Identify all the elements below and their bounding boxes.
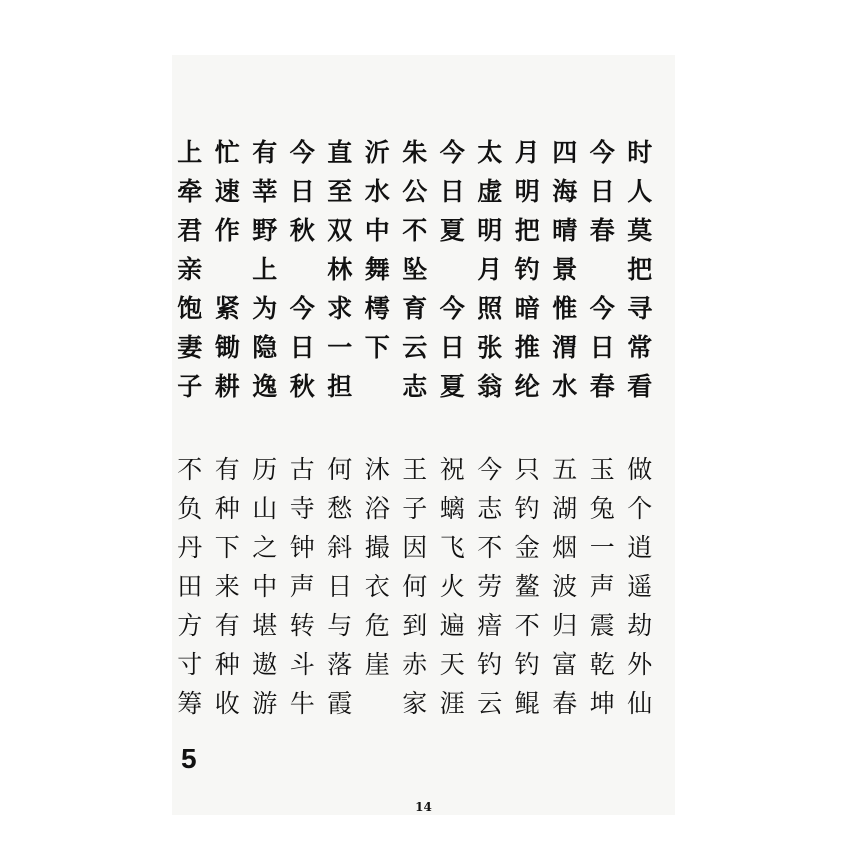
character: 渭 <box>552 333 578 362</box>
text-column <box>435 450 470 723</box>
character: 牛 <box>289 689 315 718</box>
character: 秋 <box>289 372 315 401</box>
character: 堪 <box>252 611 278 640</box>
character: 秋 <box>289 216 315 245</box>
text-column <box>248 450 283 723</box>
character: 春 <box>552 689 578 718</box>
character: 衣 <box>364 572 390 601</box>
character: 螭 <box>439 494 465 523</box>
character: 声 <box>289 572 315 601</box>
character: 一 <box>589 533 615 562</box>
character: 逸 <box>252 372 278 401</box>
character: 金 <box>514 533 540 562</box>
character: 育 <box>402 294 428 323</box>
character: 赤 <box>402 650 428 679</box>
character: 春 <box>589 216 615 245</box>
character: 公 <box>402 177 428 206</box>
character: 志 <box>402 372 428 401</box>
character: 纶 <box>514 372 540 401</box>
text-column <box>623 450 658 723</box>
character: 天 <box>439 650 465 679</box>
text-column <box>173 450 208 723</box>
character: 烟 <box>552 533 578 562</box>
character: 人 <box>627 177 653 206</box>
character: 乾 <box>589 650 615 679</box>
character: 家 <box>402 689 428 718</box>
character: 饱 <box>177 294 203 323</box>
character: 富 <box>552 650 578 679</box>
character: 撮 <box>364 533 390 562</box>
character: 双 <box>327 216 353 245</box>
character: 日 <box>439 333 465 362</box>
character: 愁 <box>327 494 353 523</box>
character: 今 <box>477 455 503 484</box>
character: 作 <box>214 216 240 245</box>
character: 钓 <box>514 650 540 679</box>
character: 推 <box>514 333 540 362</box>
text-column <box>360 450 395 723</box>
character: 妻 <box>177 333 203 362</box>
poem-block-top <box>173 133 658 406</box>
character: 景 <box>552 255 578 284</box>
character: 鳌 <box>514 572 540 601</box>
character: 朱 <box>402 138 428 167</box>
character: 不 <box>177 455 203 484</box>
poem-block-bottom <box>173 450 658 723</box>
text-column <box>473 133 508 406</box>
character: 忙 <box>214 138 240 167</box>
character: 日 <box>589 177 615 206</box>
character: 兔 <box>589 494 615 523</box>
character: 暗 <box>514 294 540 323</box>
character: 中 <box>364 216 390 245</box>
character: 劳 <box>477 572 503 601</box>
character: 斜 <box>327 533 353 562</box>
text-column <box>285 450 320 723</box>
character: 四 <box>552 138 578 167</box>
character: 筹 <box>177 689 203 718</box>
character: 舞 <box>364 255 390 284</box>
character: 坠 <box>402 255 428 284</box>
character: 紧 <box>214 294 240 323</box>
character: 照 <box>477 294 503 323</box>
character: 子 <box>402 494 428 523</box>
character: 古 <box>289 455 315 484</box>
character: 落 <box>327 650 353 679</box>
character: 直 <box>327 138 353 167</box>
character: 做 <box>627 455 653 484</box>
character <box>210 250 245 289</box>
character: 湖 <box>552 494 578 523</box>
text-column <box>398 450 433 723</box>
character: 波 <box>552 572 578 601</box>
section-mark: 5 <box>181 743 197 774</box>
character: 中 <box>252 572 278 601</box>
character: 速 <box>214 177 240 206</box>
character: 莘 <box>252 177 278 206</box>
character: 时 <box>627 138 653 167</box>
character: 劫 <box>627 611 653 640</box>
character: 张 <box>477 333 503 362</box>
character: 种 <box>214 650 240 679</box>
text-column <box>585 450 620 723</box>
character: 钟 <box>289 533 315 562</box>
character: 不 <box>514 611 540 640</box>
character: 遥 <box>627 572 653 601</box>
character: 今 <box>289 294 315 323</box>
character: 遨 <box>252 650 278 679</box>
character: 来 <box>214 572 240 601</box>
character: 浴 <box>364 494 390 523</box>
text-column <box>210 133 245 406</box>
character: 晴 <box>552 216 578 245</box>
character: 有 <box>214 455 240 484</box>
character: 常 <box>627 333 653 362</box>
character: 丹 <box>177 533 203 562</box>
text-column <box>548 450 583 723</box>
character: 日 <box>327 572 353 601</box>
character: 君 <box>177 216 203 245</box>
character: 之 <box>252 533 278 562</box>
character: 玉 <box>589 455 615 484</box>
character: 寸 <box>177 650 203 679</box>
character: 五 <box>552 455 578 484</box>
text-column <box>360 133 395 406</box>
character: 与 <box>327 611 353 640</box>
character: 一 <box>327 333 353 362</box>
character: 逍 <box>627 533 653 562</box>
character: 志 <box>477 494 503 523</box>
character: 钓 <box>514 255 540 284</box>
character: 春 <box>589 372 615 401</box>
character: 水 <box>552 372 578 401</box>
character: 莫 <box>627 216 653 245</box>
character: 野 <box>252 216 278 245</box>
character: 祝 <box>439 455 465 484</box>
text-column <box>435 133 470 406</box>
character: 有 <box>214 611 240 640</box>
character: 亲 <box>177 255 203 284</box>
character: 寻 <box>627 294 653 323</box>
character: 月 <box>514 138 540 167</box>
character: 担 <box>327 372 353 401</box>
character: 牵 <box>177 177 203 206</box>
character: 只 <box>514 455 540 484</box>
character: 日 <box>589 333 615 362</box>
character: 至 <box>327 177 353 206</box>
character: 上 <box>252 255 278 284</box>
character: 沂 <box>364 138 390 167</box>
character: 田 <box>177 572 203 601</box>
character: 耕 <box>214 372 240 401</box>
character: 锄 <box>214 333 240 362</box>
character: 日 <box>289 177 315 206</box>
character: 把 <box>627 255 653 284</box>
character: 钓 <box>514 494 540 523</box>
character: 游 <box>252 689 278 718</box>
character: 今 <box>439 294 465 323</box>
character: 瘖 <box>477 611 503 640</box>
character: 仙 <box>627 689 653 718</box>
character: 太 <box>477 138 503 167</box>
book-page <box>172 55 675 815</box>
character: 不 <box>402 216 428 245</box>
character: 今 <box>589 138 615 167</box>
character: 上 <box>177 138 203 167</box>
character: 明 <box>514 177 540 206</box>
text-column <box>548 133 583 406</box>
character: 寺 <box>289 494 315 523</box>
text-column <box>510 133 545 406</box>
character: 看 <box>627 372 653 401</box>
character: 求 <box>327 294 353 323</box>
text-column <box>398 133 433 406</box>
character: 火 <box>439 572 465 601</box>
text-column <box>510 450 545 723</box>
character: 夏 <box>439 216 465 245</box>
character: 云 <box>477 689 503 718</box>
character: 日 <box>439 177 465 206</box>
character: 王 <box>402 455 428 484</box>
character: 月 <box>477 255 503 284</box>
character <box>360 684 395 723</box>
character: 虚 <box>477 177 503 206</box>
character: 日 <box>289 333 315 362</box>
character: 水 <box>364 177 390 206</box>
character: 惟 <box>552 294 578 323</box>
character: 斗 <box>289 650 315 679</box>
character: 下 <box>214 533 240 562</box>
character: 海 <box>552 177 578 206</box>
character: 樗 <box>364 294 390 323</box>
character: 遍 <box>439 611 465 640</box>
character: 转 <box>289 611 315 640</box>
character: 鲲 <box>514 689 540 718</box>
character <box>585 250 620 289</box>
text-column <box>585 133 620 406</box>
text-column <box>623 133 658 406</box>
character: 翁 <box>477 372 503 401</box>
character <box>435 250 470 289</box>
character: 收 <box>214 689 240 718</box>
character: 有 <box>252 138 278 167</box>
character: 历 <box>252 455 278 484</box>
character: 方 <box>177 611 203 640</box>
character: 飞 <box>439 533 465 562</box>
character: 崖 <box>364 650 390 679</box>
character: 林 <box>327 255 353 284</box>
character <box>285 250 320 289</box>
character: 何 <box>402 572 428 601</box>
text-column <box>173 133 208 406</box>
character: 夏 <box>439 372 465 401</box>
character: 声 <box>589 572 615 601</box>
text-column <box>323 133 358 406</box>
character: 到 <box>402 611 428 640</box>
character: 负 <box>177 494 203 523</box>
character: 子 <box>177 372 203 401</box>
text-column <box>210 450 245 723</box>
character: 不 <box>477 533 503 562</box>
character: 外 <box>627 650 653 679</box>
text-column <box>285 133 320 406</box>
character <box>360 367 395 406</box>
character: 山 <box>252 494 278 523</box>
character: 今 <box>589 294 615 323</box>
character: 坤 <box>589 689 615 718</box>
character: 危 <box>364 611 390 640</box>
text-column <box>473 450 508 723</box>
character: 涯 <box>439 689 465 718</box>
character: 霞 <box>327 689 353 718</box>
character: 归 <box>552 611 578 640</box>
character: 钓 <box>477 650 503 679</box>
character: 个 <box>627 494 653 523</box>
character: 何 <box>327 455 353 484</box>
character: 云 <box>402 333 428 362</box>
character: 隐 <box>252 333 278 362</box>
character: 今 <box>439 138 465 167</box>
character: 下 <box>364 333 390 362</box>
character: 把 <box>514 216 540 245</box>
character: 因 <box>402 533 428 562</box>
character: 沐 <box>364 455 390 484</box>
page-number: 14 <box>415 800 432 814</box>
character: 今 <box>289 138 315 167</box>
text-column <box>323 450 358 723</box>
character: 为 <box>252 294 278 323</box>
character: 明 <box>477 216 503 245</box>
character: 种 <box>214 494 240 523</box>
text-column <box>248 133 283 406</box>
character: 震 <box>589 611 615 640</box>
